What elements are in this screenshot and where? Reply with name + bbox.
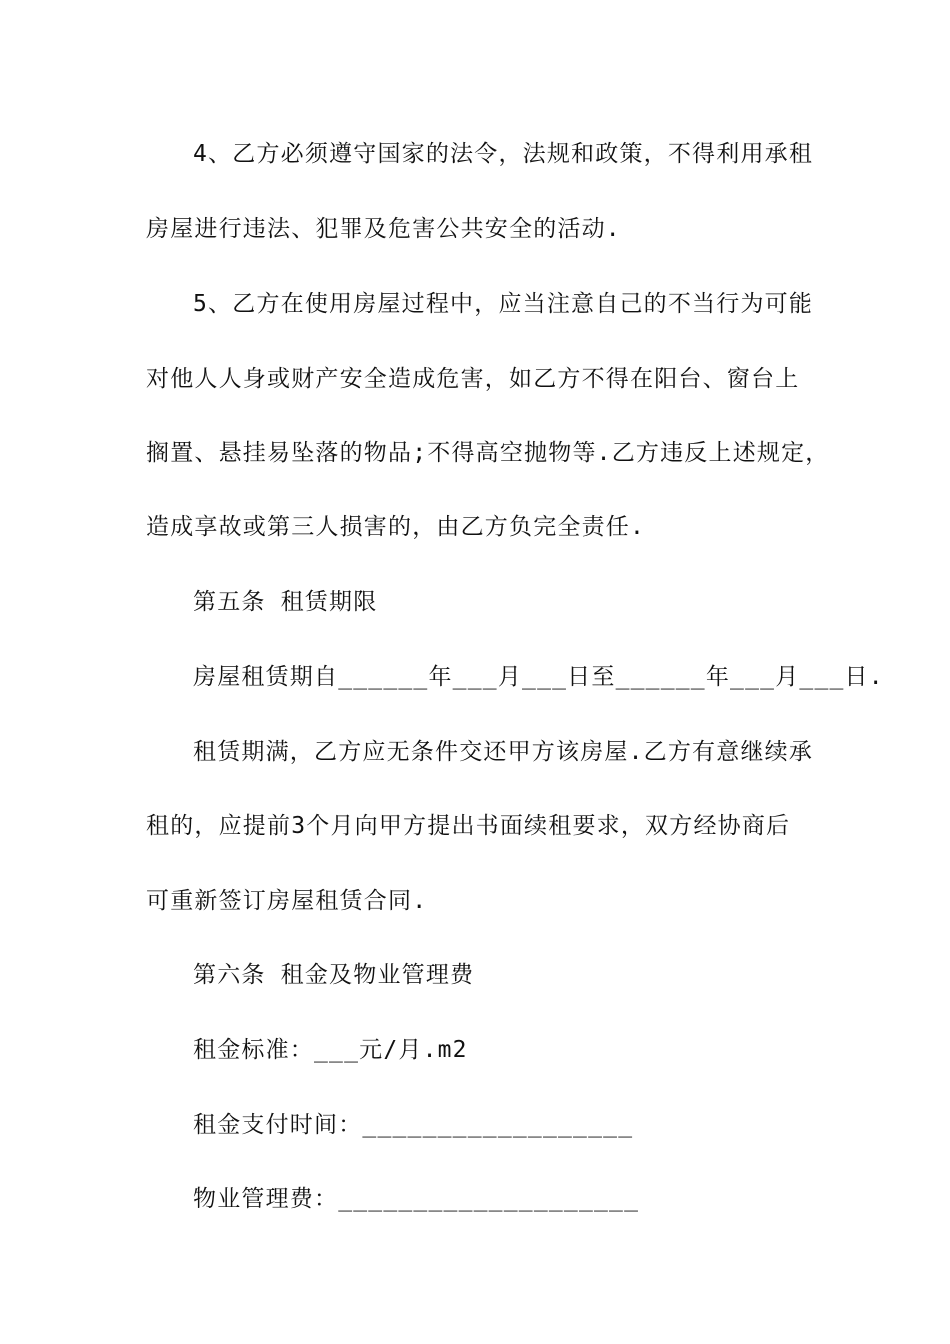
- lease-expiry-line-2: 租的，应提前3个月向甲方提出书面续租要求，双方经协商后: [146, 813, 791, 839]
- rent-standard-line: 租金标准：___元/月.m2: [193, 1037, 468, 1063]
- clause-5-line-3: 搁置、悬挂易坠落的物品;不得高空抛物等.乙方违反上述规定，: [146, 440, 830, 466]
- lease-expiry-line-3: 可重新签订房屋租赁合同.: [146, 888, 428, 914]
- section-6-heading: 第六条 租金及物业管理费: [193, 962, 475, 988]
- rent-payment-time-line: 租金支付时间：__________________: [193, 1112, 634, 1138]
- clause-5-line-2: 对他人人身或财产安全造成危害，如乙方不得在阳台、窗台上: [146, 366, 800, 392]
- property-fee-line: 物业管理费：____________________: [193, 1186, 640, 1212]
- clause-4-line-2: 房屋进行违法、犯罪及危害公共安全的活动.: [146, 216, 621, 242]
- clause-5-line-4: 造成享故或第三人损害的，由乙方负完全责任.: [146, 514, 646, 540]
- section-5-heading: 第五条 租赁期限: [193, 589, 378, 615]
- lease-term-line: 房屋租赁期自______年___月___日至______年___月___日.: [193, 664, 884, 690]
- lease-expiry-line-1: 租赁期满，乙方应无条件交还甲方该房屋.乙方有意继续承: [193, 739, 814, 765]
- clause-4-line-1: 4、乙方必须遵守国家的法令，法规和政策，不得利用承租: [193, 141, 814, 167]
- clause-5-line-1: 5、乙方在使用房屋过程中，应当注意自己的不当行为可能: [193, 291, 814, 317]
